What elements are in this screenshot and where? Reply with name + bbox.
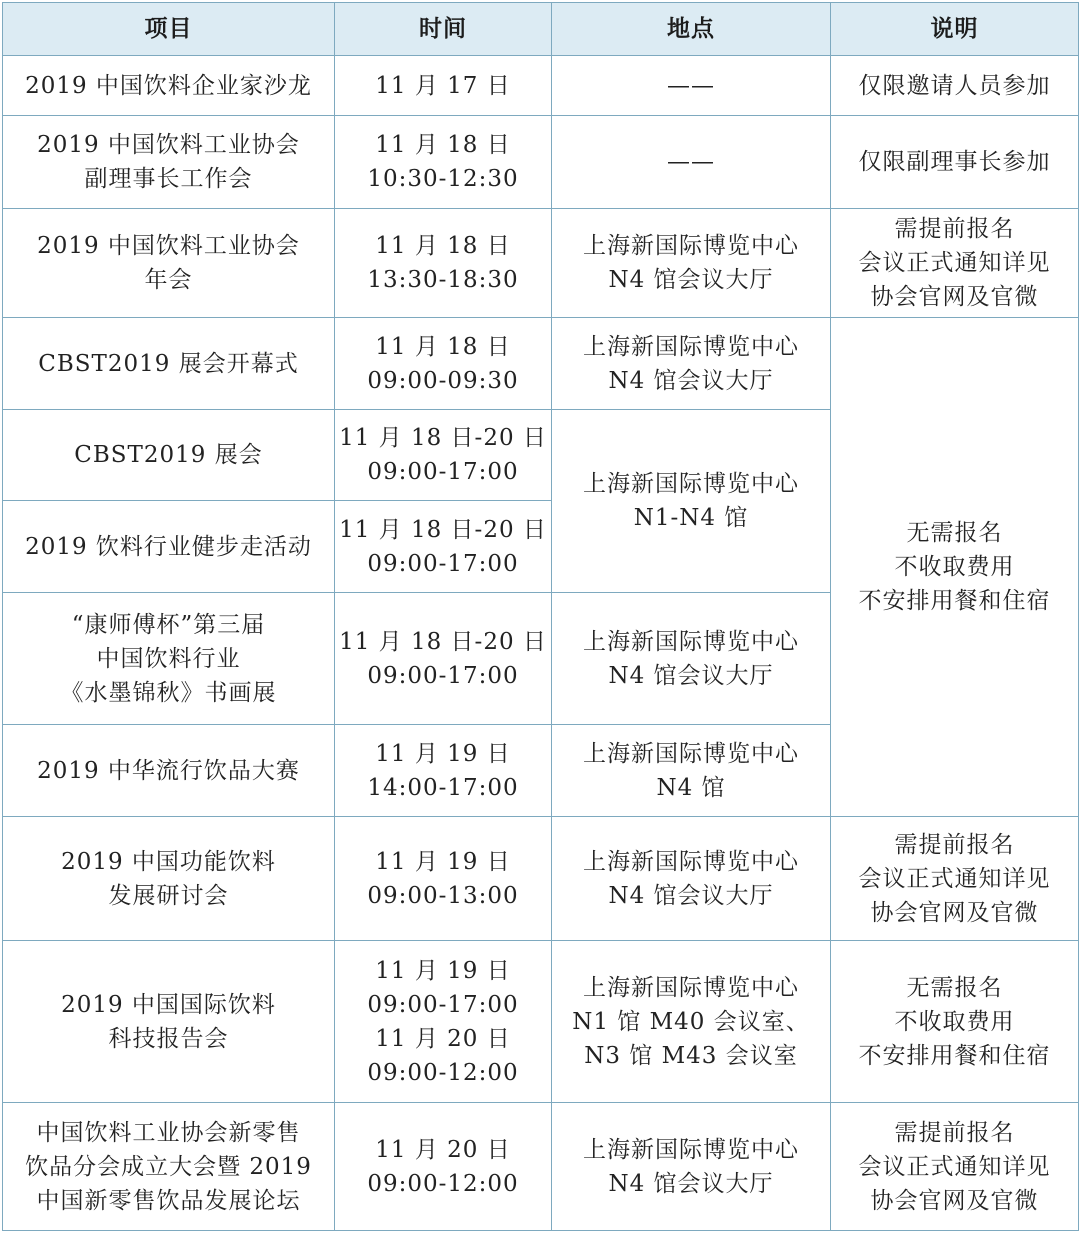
cell-note [831,209,1079,318]
cell-text: 09:00-12:00 [367,1059,519,1086]
cell-text: 中国新零售饮品发展论坛 [36,1187,301,1214]
cell-place [552,116,831,209]
cell-text: —— [667,149,715,175]
cell-text: 上海新国际博览中心 [583,848,799,875]
cell-text: 需提前报名 [894,216,1015,242]
cell-text: 09:00-17:00 [367,991,519,1018]
cell-note [831,56,1079,116]
cell-text: 11 月 18 日-20 日 [339,628,547,655]
cell-item [3,410,335,501]
cell-text: CBST2019 展会开幕式 [38,350,299,377]
cell-text: N4 馆会议大厅 [608,267,774,293]
cell-item [3,56,335,116]
cell-text: 11 月 17 日 [375,72,511,99]
cell-item [3,501,335,593]
schedule-table-container [2,2,1079,1231]
cell-text: 09:00-13:00 [367,882,519,909]
table-row [3,1103,1079,1231]
cell-text: “康师傅杯”第三届 [71,611,266,638]
cell-text: 不收取费用 [894,1008,1015,1035]
cell-text: 协会官网及官微 [870,284,1039,310]
cell-item [3,817,335,941]
table-row [3,56,1079,116]
cell-place [552,1103,831,1231]
cell-text: 09:00-17:00 [367,662,519,689]
cell-text: 11 月 18 日 [375,233,511,259]
cell-text: 中国饮料行业 [96,645,241,672]
header-place: 地点 [552,3,831,56]
header-time: 时间 [335,3,552,56]
cell-time [335,593,552,725]
cell-time [335,941,552,1103]
cell-text: 10:30-12:30 [367,166,519,192]
cell-text: 不安排用餐和住宿 [858,1042,1051,1069]
cell-text: 上海新国际博览中心 [583,740,799,767]
cell-text: 会议正式通知详见 [858,865,1051,892]
cell-text: 上海新国际博览中心 [583,233,799,259]
cell-place [552,941,831,1103]
cell-text: 年会 [144,267,193,293]
cell-item [3,318,335,410]
cell-note [831,941,1079,1103]
cell-item [3,116,335,209]
cell-item [3,1103,335,1231]
cell-text: —— [667,72,715,99]
cell-item [3,941,335,1103]
cell-text: 2019 中国饮料工业协会 [37,132,300,158]
cell-place-merged [552,410,831,593]
table-row [3,817,1079,941]
cell-time [335,817,552,941]
cell-text: 2019 中国功能饮料 [61,848,276,875]
cell-text: N4 馆 [656,774,726,801]
cell-text: 上海新国际博览中心 [583,471,799,497]
cell-item [3,209,335,318]
table-row [3,209,1079,318]
cell-text: N4 馆会议大厅 [608,1170,774,1197]
cell-text: 11 月 19 日 [375,740,511,767]
cell-text: 《水墨锦秋》书画展 [60,679,277,706]
cell-time [335,56,552,116]
cell-text: 需提前报名 [894,831,1015,858]
cell-text: 11 月 18 日 [375,333,511,360]
header-row [3,3,1079,56]
cell-text: 11 月 20 日 [375,1025,511,1052]
cell-time [335,501,552,593]
cell-text: 会议正式通知详见 [858,1153,1051,1180]
cell-text: 11 月 19 日 [375,848,511,875]
cell-item [3,725,335,817]
cell-text: 协会官网及官微 [870,899,1039,926]
table-row [3,318,1079,410]
cell-text: 14:00-17:00 [367,774,519,801]
cell-note [831,116,1079,209]
cell-text: 发展研讨会 [108,882,229,909]
cell-text: N1 馆 M40 会议室、 [572,1008,810,1035]
cell-text: 不收取费用 [894,554,1015,580]
cell-place [552,725,831,817]
cell-text: 协会官网及官微 [870,1187,1039,1214]
cell-text: N1-N4 馆 [633,505,749,531]
cell-place [552,593,831,725]
cell-text: N4 馆会议大厅 [608,662,774,689]
cell-time [335,209,552,318]
table-row [3,116,1079,209]
cell-text: 11 月 18 日-20 日 [339,516,547,543]
cell-time [335,725,552,817]
cell-note [831,817,1079,941]
cell-text: 无需报名 [906,974,1003,1001]
cell-place [552,209,831,318]
cell-text: N4 馆会议大厅 [608,367,774,394]
cell-text: 2019 中国饮料工业协会 [37,233,300,259]
table-row [3,941,1079,1103]
cell-time [335,1103,552,1231]
cell-text: 科技报告会 [108,1025,229,1052]
cell-text: 11 月 19 日 [375,957,511,984]
cell-text: 上海新国际博览中心 [583,333,799,360]
cell-text: 仅限邀请人员参加 [858,72,1051,99]
schedule-table [2,2,1079,1231]
cell-text: 09:00-17:00 [367,459,519,485]
cell-text: N3 馆 M43 会议室 [584,1042,798,1069]
cell-text: 中国饮料工业协会新零售 [36,1119,301,1146]
cell-text: 饮品分会成立大会暨 2019 [25,1153,312,1180]
cell-text: CBST2019 展会 [74,442,263,468]
cell-place [552,817,831,941]
cell-text: 09:00-09:30 [367,367,519,394]
cell-note [831,1103,1079,1231]
cell-text: 上海新国际博览中心 [583,974,799,1001]
cell-place [552,318,831,410]
cell-text: 2019 饮料行业健步走活动 [25,533,312,560]
cell-text: 2019 中国饮料企业家沙龙 [25,72,312,99]
cell-text: 11 月 18 日-20 日 [339,425,547,451]
cell-text: 2019 中国国际饮料 [61,991,276,1018]
header-note: 说明 [831,3,1079,56]
cell-place [552,56,831,116]
cell-time [335,318,552,410]
cell-text: N4 馆会议大厅 [608,882,774,909]
cell-text: 会议正式通知详见 [858,250,1051,276]
cell-item [3,593,335,725]
cell-text: 2019 中华流行饮品大赛 [37,757,300,784]
cell-text: 副理事长工作会 [84,166,253,192]
cell-text: 11 月 18 日 [375,132,511,158]
cell-text: 13:30-18:30 [367,267,519,293]
cell-note-merged [831,318,1079,817]
cell-text: 上海新国际博览中心 [583,628,799,655]
cell-text: 09:00-12:00 [367,1170,519,1197]
cell-time [335,116,552,209]
cell-text: 11 月 20 日 [375,1136,511,1163]
cell-text: 09:00-17:00 [367,550,519,577]
cell-text: 上海新国际博览中心 [583,1136,799,1163]
cell-text: 无需报名 [906,520,1003,546]
cell-text: 仅限副理事长参加 [858,149,1051,175]
cell-time [335,410,552,501]
header-item: 项目 [3,3,335,56]
cell-text: 不安排用餐和住宿 [858,588,1051,614]
cell-text: 需提前报名 [894,1119,1015,1146]
